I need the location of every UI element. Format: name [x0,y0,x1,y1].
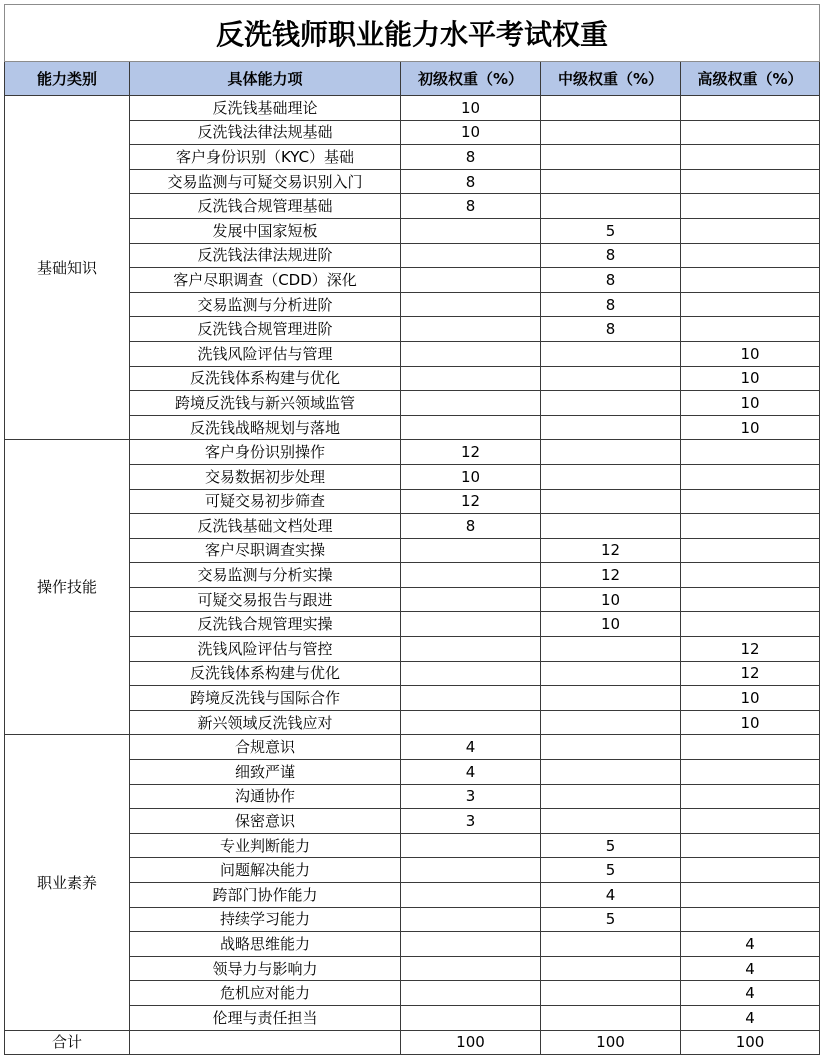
senior-weight-cell [681,538,820,563]
intermediate-weight-cell: 4 [541,883,681,908]
senior-weight-cell [681,907,820,932]
junior-weight-cell [401,858,541,883]
senior-weight-cell: 10 [681,366,820,391]
senior-weight-cell [681,809,820,834]
junior-weight-cell [401,1005,541,1030]
item-cell: 客户身份识别操作 [130,440,401,465]
intermediate-weight-cell [541,1005,681,1030]
item-cell: 新兴领域反洗钱应对 [130,710,401,735]
junior-weight-cell [401,612,541,637]
senior-weight-cell: 10 [681,415,820,440]
senior-weight-cell [681,243,820,268]
intermediate-weight-cell: 8 [541,243,681,268]
senior-weight-cell [681,292,820,317]
senior-weight-cell: 10 [681,710,820,735]
junior-weight-cell [401,932,541,957]
item-cell: 反洗钱合规管理实操 [130,612,401,637]
senior-weight-cell [681,883,820,908]
senior-weight-cell [681,464,820,489]
item-cell: 领导力与影响力 [130,956,401,981]
senior-weight-cell [681,735,820,760]
item-cell: 专业判断能力 [130,833,401,858]
intermediate-weight-cell [541,956,681,981]
junior-weight-cell: 8 [401,169,541,194]
junior-weight-cell [401,268,541,293]
item-cell: 合规意识 [130,735,401,760]
intermediate-weight-cell: 10 [541,612,681,637]
item-cell: 问题解决能力 [130,858,401,883]
intermediate-weight-cell: 5 [541,218,681,243]
header-category: 能力类别 [5,62,130,96]
senior-weight-cell [681,760,820,785]
junior-weight-cell [401,563,541,588]
senior-weight-cell [681,96,820,121]
item-cell: 客户尽职调查实操 [130,538,401,563]
item-cell: 反洗钱基础文档处理 [130,514,401,539]
junior-weight-cell [401,415,541,440]
intermediate-weight-cell [541,341,681,366]
junior-weight-cell [401,710,541,735]
junior-weight-cell [401,317,541,342]
senior-weight-cell [681,268,820,293]
senior-weight-cell [681,145,820,170]
item-cell: 反洗钱法律法规进阶 [130,243,401,268]
item-cell: 战略思维能力 [130,932,401,957]
intermediate-weight-cell [541,194,681,219]
intermediate-weight-cell [541,489,681,514]
junior-weight-cell: 10 [401,464,541,489]
item-cell: 反洗钱体系构建与优化 [130,366,401,391]
item-cell: 反洗钱法律法规基础 [130,120,401,145]
intermediate-weight-cell [541,440,681,465]
header-senior-weight: 高级权重（%） [681,62,820,96]
table-row [5,735,820,760]
item-cell: 细致严谨 [130,760,401,785]
table-body [5,96,820,1055]
junior-weight-cell: 12 [401,440,541,465]
intermediate-weight-cell [541,735,681,760]
item-cell: 反洗钱合规管理基础 [130,194,401,219]
item-cell: 沟通协作 [130,784,401,809]
junior-weight-cell [401,538,541,563]
intermediate-weight-cell: 12 [541,563,681,588]
total-item-cell [130,1030,401,1055]
intermediate-weight-cell [541,391,681,416]
intermediate-weight-cell [541,366,681,391]
intermediate-weight-cell [541,96,681,121]
junior-weight-cell [401,218,541,243]
intermediate-weight-cell [541,981,681,1006]
intermediate-weight-cell [541,809,681,834]
item-cell: 交易监测与分析进阶 [130,292,401,317]
senior-weight-cell [681,489,820,514]
intermediate-weight-cell [541,120,681,145]
junior-weight-cell [401,341,541,366]
senior-weight-cell: 12 [681,637,820,662]
junior-weight-cell [401,956,541,981]
intermediate-weight-cell: 8 [541,317,681,342]
intermediate-weight-cell: 10 [541,587,681,612]
intermediate-weight-cell [541,169,681,194]
category-cell: 职业素养 [5,735,130,1030]
senior-weight-cell [681,218,820,243]
senior-weight-cell [681,317,820,342]
senior-weight-cell [681,563,820,588]
junior-weight-cell [401,637,541,662]
senior-weight-cell [681,440,820,465]
intermediate-weight-cell [541,464,681,489]
junior-weight-cell: 3 [401,784,541,809]
senior-weight-cell: 10 [681,391,820,416]
item-cell: 可疑交易报告与跟进 [130,587,401,612]
intermediate-weight-cell [541,637,681,662]
item-cell: 洗钱风险评估与管理 [130,341,401,366]
senior-weight-cell [681,194,820,219]
junior-weight-cell [401,833,541,858]
junior-weight-cell [401,907,541,932]
item-cell: 跨境反洗钱与新兴领域监管 [130,391,401,416]
item-cell: 危机应对能力 [130,981,401,1006]
senior-weight-cell [681,120,820,145]
intermediate-weight-cell: 12 [541,538,681,563]
category-cell: 基础知识 [5,96,130,440]
item-cell: 反洗钱体系构建与优化 [130,661,401,686]
senior-weight-cell [681,169,820,194]
weights-table [4,4,820,1055]
junior-weight-cell: 8 [401,514,541,539]
junior-weight-cell [401,661,541,686]
item-cell: 跨部门协作能力 [130,883,401,908]
total-label: 合计 [5,1030,130,1055]
header-junior-weight: 初级权重（%） [401,62,541,96]
intermediate-weight-cell [541,415,681,440]
item-cell: 交易监测与可疑交易识别入门 [130,169,401,194]
junior-weight-cell: 12 [401,489,541,514]
senior-weight-cell [681,514,820,539]
table-title: 反洗钱师职业能力水平考试权重 [5,5,820,62]
item-cell: 客户身份识别（KYC）基础 [130,145,401,170]
item-cell: 反洗钱基础理论 [130,96,401,121]
item-cell: 交易监测与分析实操 [130,563,401,588]
junior-weight-cell: 10 [401,96,541,121]
intermediate-weight-cell [541,760,681,785]
senior-weight-cell: 4 [681,956,820,981]
junior-weight-cell [401,981,541,1006]
senior-weight-cell [681,784,820,809]
item-cell: 发展中国家短板 [130,218,401,243]
intermediate-weight-cell [541,784,681,809]
header-row [5,62,820,96]
header-intermediate-weight: 中级权重（%） [541,62,681,96]
senior-weight-cell: 12 [681,661,820,686]
junior-weight-cell [401,292,541,317]
table-row [5,96,820,121]
intermediate-weight-cell [541,514,681,539]
junior-weight-cell [401,686,541,711]
header-item: 具体能力项 [130,62,401,96]
junior-weight-cell [401,883,541,908]
senior-weight-cell: 4 [681,932,820,957]
junior-weight-cell: 10 [401,120,541,145]
junior-weight-cell: 4 [401,760,541,785]
item-cell: 保密意识 [130,809,401,834]
intermediate-weight-cell: 5 [541,907,681,932]
junior-weight-cell [401,243,541,268]
total-senior: 100 [681,1030,820,1055]
senior-weight-cell: 10 [681,341,820,366]
item-cell: 反洗钱合规管理进阶 [130,317,401,342]
senior-weight-cell [681,833,820,858]
item-cell: 跨境反洗钱与国际合作 [130,686,401,711]
junior-weight-cell: 8 [401,194,541,219]
senior-weight-cell [681,612,820,637]
intermediate-weight-cell: 5 [541,833,681,858]
item-cell: 反洗钱战略规划与落地 [130,415,401,440]
senior-weight-cell [681,858,820,883]
senior-weight-cell: 4 [681,981,820,1006]
intermediate-weight-cell: 8 [541,292,681,317]
junior-weight-cell: 3 [401,809,541,834]
intermediate-weight-cell: 5 [541,858,681,883]
intermediate-weight-cell: 8 [541,268,681,293]
category-cell: 操作技能 [5,440,130,735]
senior-weight-cell: 4 [681,1005,820,1030]
item-cell: 交易数据初步处理 [130,464,401,489]
item-cell: 伦理与责任担当 [130,1005,401,1030]
intermediate-weight-cell [541,710,681,735]
intermediate-weight-cell [541,661,681,686]
senior-weight-cell: 10 [681,686,820,711]
senior-weight-cell [681,587,820,612]
total-junior: 100 [401,1030,541,1055]
junior-weight-cell: 8 [401,145,541,170]
item-cell: 持续学习能力 [130,907,401,932]
weights-sheet [4,4,819,1055]
table-row [5,440,820,465]
item-cell: 客户尽职调查（CDD）深化 [130,268,401,293]
junior-weight-cell [401,391,541,416]
intermediate-weight-cell [541,145,681,170]
item-cell: 洗钱风险评估与管控 [130,637,401,662]
junior-weight-cell [401,587,541,612]
item-cell: 可疑交易初步筛查 [130,489,401,514]
total-intermediate: 100 [541,1030,681,1055]
junior-weight-cell: 4 [401,735,541,760]
junior-weight-cell [401,366,541,391]
total-row [5,1030,820,1055]
intermediate-weight-cell [541,932,681,957]
intermediate-weight-cell [541,686,681,711]
